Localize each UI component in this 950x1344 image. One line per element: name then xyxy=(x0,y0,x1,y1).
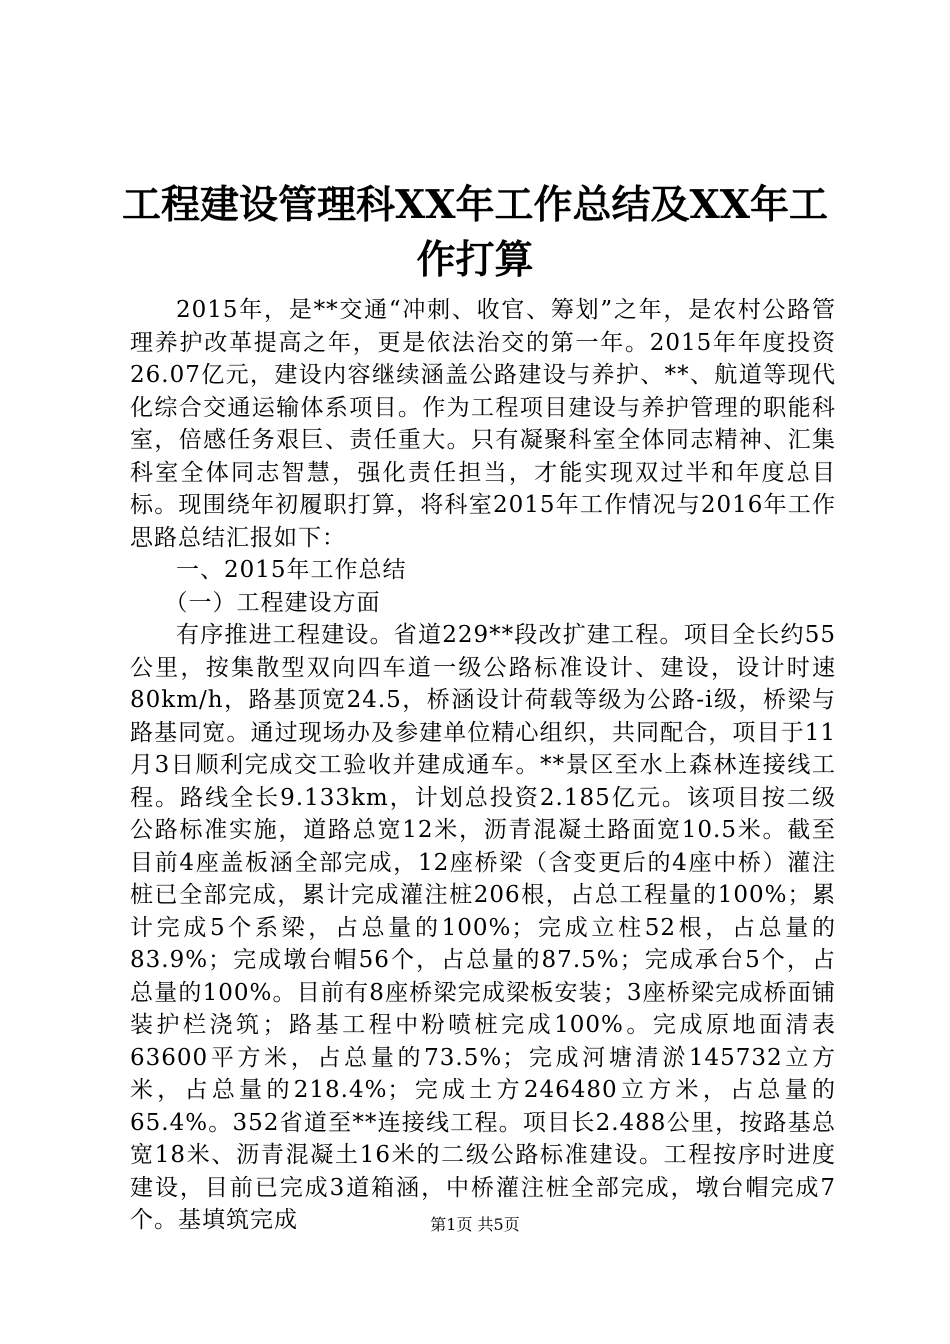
intro-paragraph: 2015年，是**交通“冲刺、收官、筹划”之年，是农村公路管理养护改革提高之年，更是依法治交的第一年。2015年年度投资26.07亿元，建设内容继续涵盖公路建设与养护、**、航道等现代化综合交通运输体系项目。作为工程项目建设与养护管理的职能科室，倍感任务艰巨、责任重大。只有凝聚科室全体同志精神、汇集科室全体同志智慧，强化责任担当，才能实现双过半和年度总目标。现围绕年初履职打算，将科室2015年工作情况与2016年工作思路总结汇报如下： xyxy=(130,297,836,551)
page-footer: 第1页 共5页 xyxy=(430,1215,520,1234)
page-title: 工程建设管理科XX年工作总结及XX年工作打算 xyxy=(121,182,829,283)
section-heading: 一、2015年工作总结 xyxy=(176,557,407,583)
document-body xyxy=(130,294,836,1237)
content-paragraph: 有序推进工程建设。省道229**段改扩建工程。项目全长约55公里，按集散型双向四车道一级公路标准设计、建设，设计时速80km/h，路基顶宽24.5，桥涵设计荷载等级为公路-i级，桥梁与路基同宽。通过现场办及参建单位精心组织，共同配合，项目于11月3日顺利完成交工验收并建成通车。**景区至水上森林连接线工程。路线全长9.133km，计划总投资2.185亿元。该项目按二级公路标准实施，道路总宽12米，沥青混凝土路面宽10.5米。截至目前4座盖板涵全部完成，12座桥梁（含变更后的4座中桥）灌注桩已全部完成，累计完成灌注桩206根，占总工程量的100%；累计完成5个系梁，占总量的100%；完成立柱52根，占总量的83.9%；完成墩台帽56个，占总量的87.5%；完成承台5个，占总量的100%。目前有8座桥梁完成梁板安装；3座桥梁完成桥面铺装护栏浇筑；路基工程中粉喷桩完成100%。完成原地面清表63600平方米，占总量的73.5%；完成河塘清淤145732立方米，占总量的218.4%；完成土方246480立方米，占总量的65.4%。352省道至**连接线工程。项目长2.488公里，按路基总宽18米、沥青混凝土16米的二级公路标准建设。工程按序时进度建设，目前已完成3道箱涵，中桥灌注桩全部完成，墩台帽完成7个。基填筑完成 xyxy=(130,622,836,1233)
subsection-heading: （一）工程建设方面 xyxy=(164,589,381,616)
